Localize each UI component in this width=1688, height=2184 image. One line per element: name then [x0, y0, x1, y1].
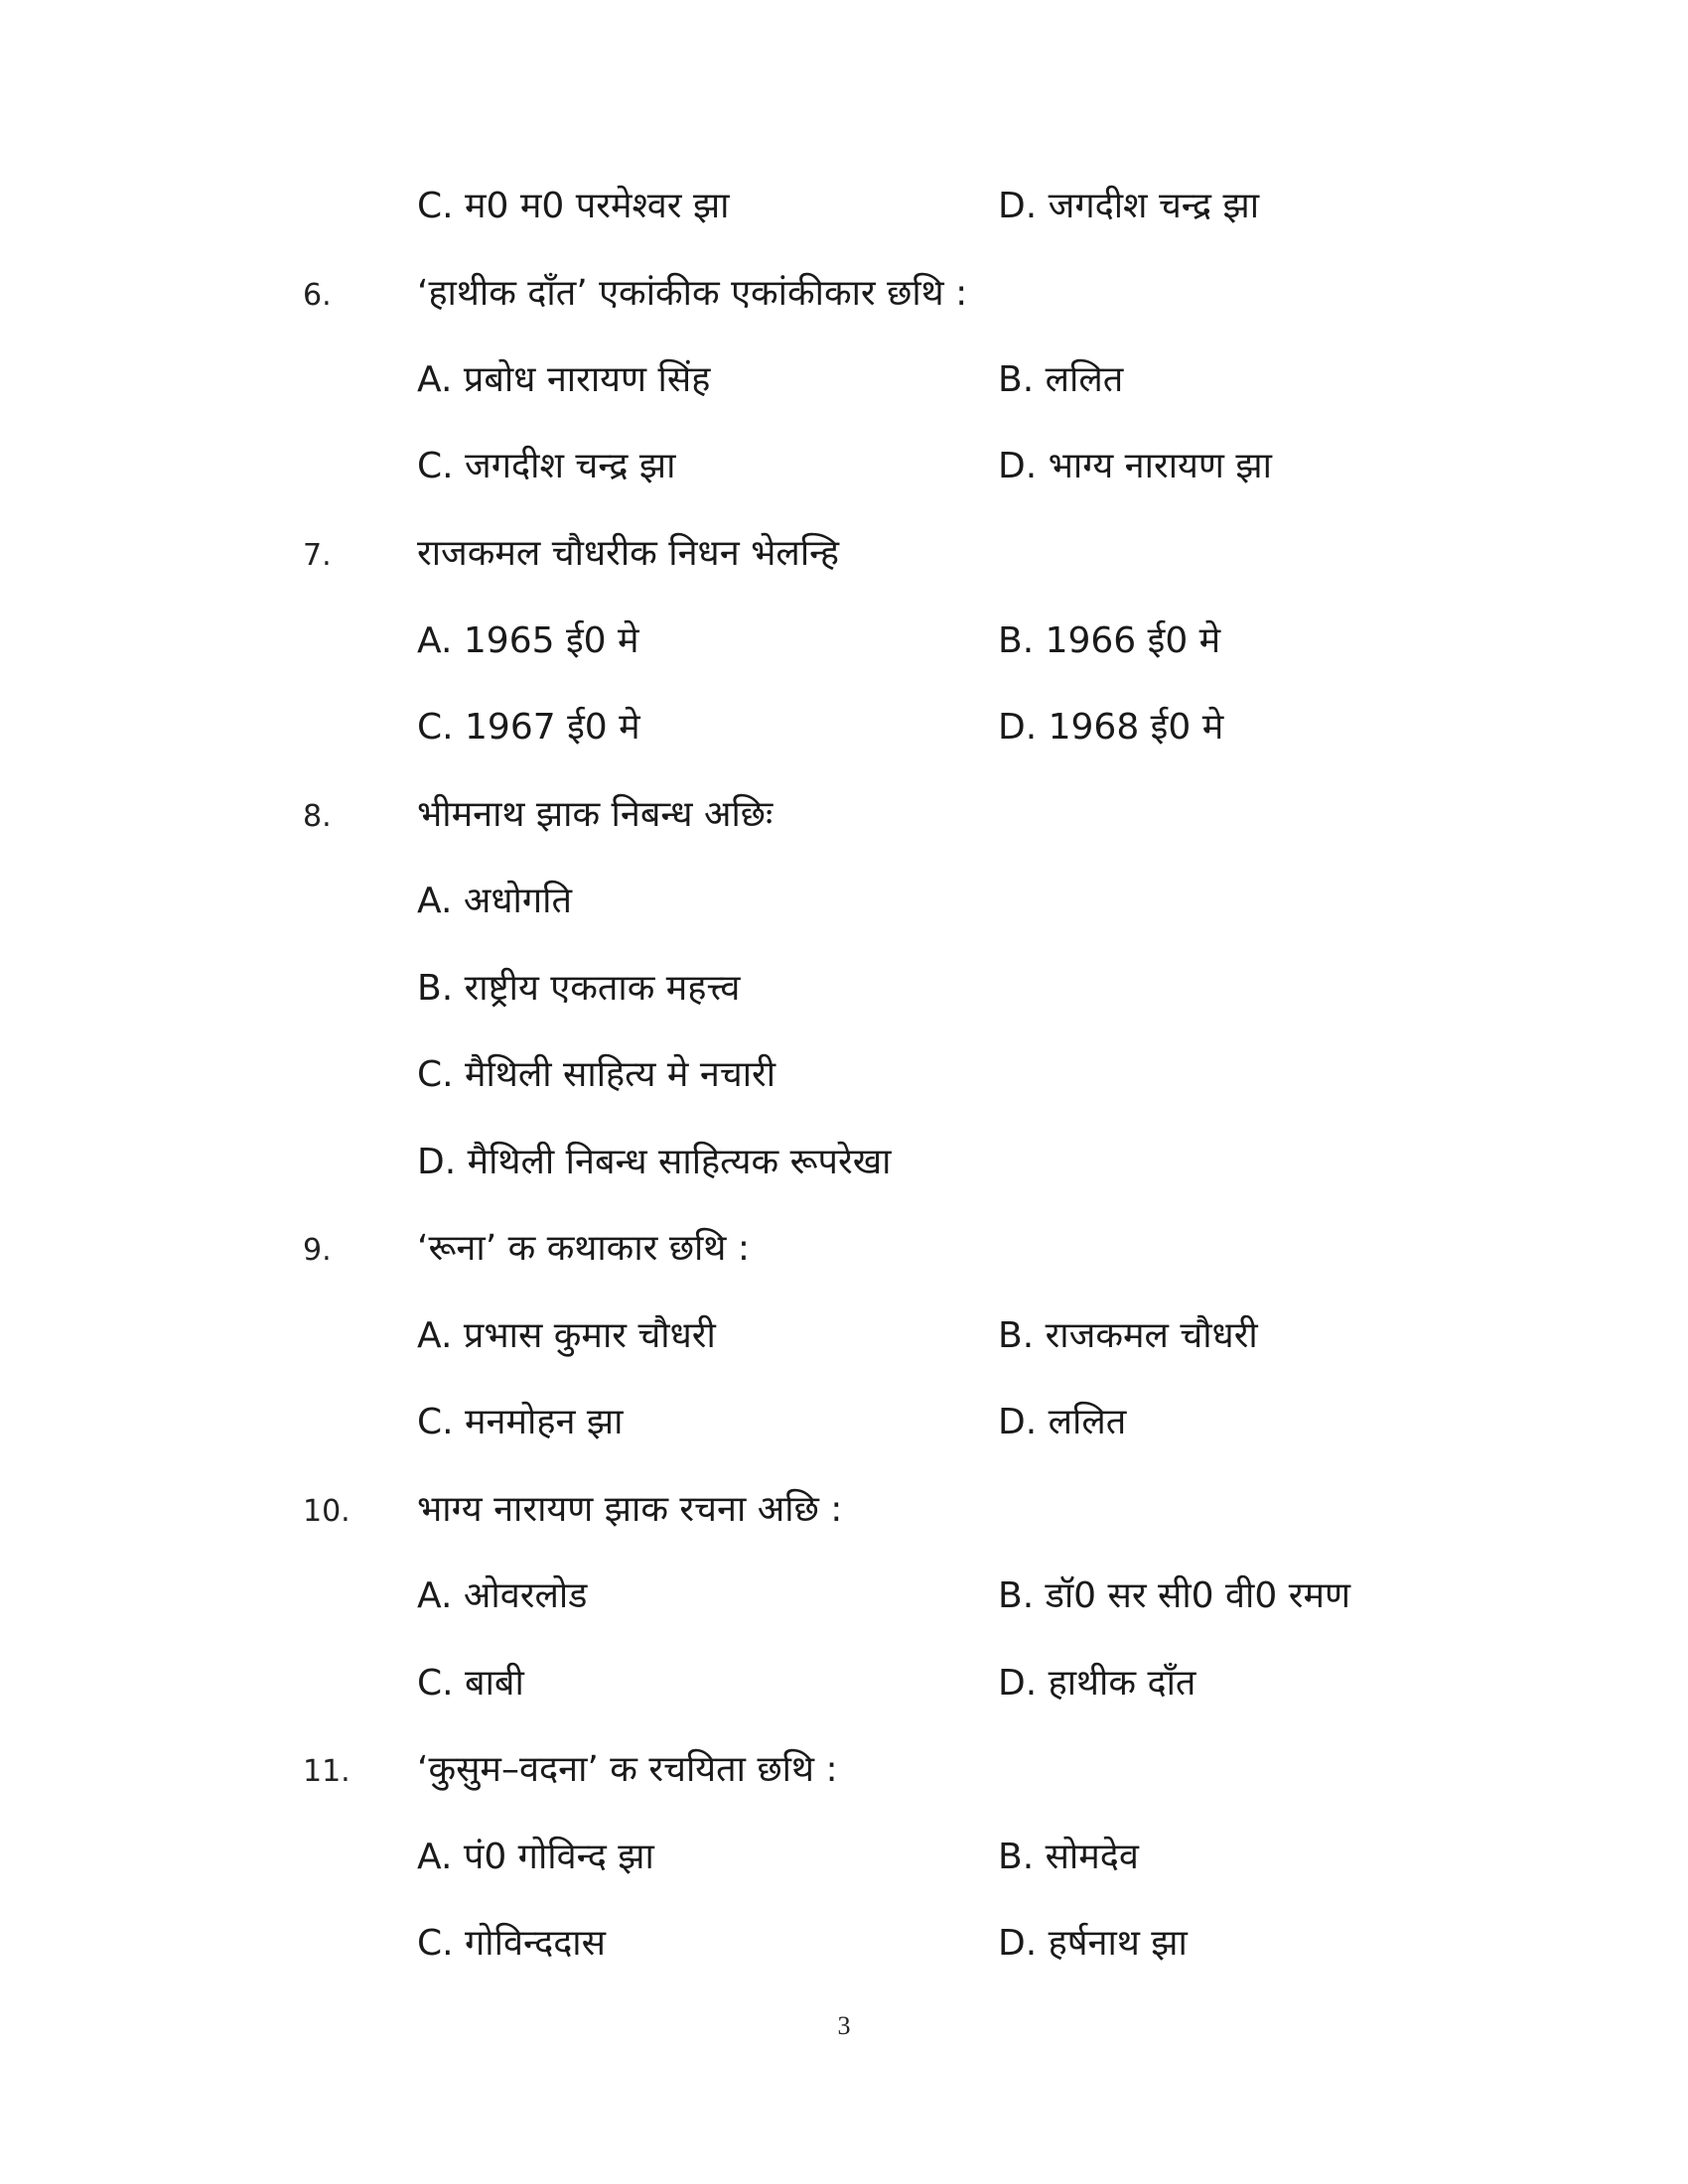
q7-option-b: B. 1966 ई0 मे — [998, 620, 1221, 661]
q8-option-a: A. अधोगति — [417, 881, 572, 921]
q5-option-d: D. जगदीश चन्द्र झा — [998, 186, 1260, 226]
page-number: 3 — [837, 2011, 851, 2040]
q9-option-d: D. ललित — [998, 1402, 1127, 1442]
q11-number: 11. — [303, 1754, 351, 1789]
q9-text: ‘रूना’ क कथाकार छथि : — [417, 1228, 750, 1269]
q7-option-c: C. 1967 ई0 मे — [417, 707, 640, 748]
q11-option-a: A. पं0 गोविन्द झा — [417, 1837, 654, 1877]
q9-option-a: A. प्रभास कुमार चौधरी — [417, 1315, 716, 1356]
q8-option-c: C. मैथिली साहित्य मे नचारी — [417, 1054, 776, 1095]
q9-number: 9. — [303, 1233, 332, 1268]
q7-option-a: A. 1965 ई0 मे — [417, 620, 639, 661]
q10-text: भाग्य नारायण झाक रचना अछि : — [417, 1489, 843, 1530]
q6-option-d: D. भाग्य नारायण झा — [998, 446, 1272, 486]
q6-option-c: C. जगदीश चन्द्र झा — [417, 446, 676, 486]
q9-option-b: B. राजकमल चौधरी — [998, 1315, 1258, 1356]
q7-option-d: D. 1968 ई0 मे — [998, 707, 1224, 748]
q8-number: 8. — [303, 799, 332, 834]
q7-number: 7. — [303, 538, 332, 573]
q10-number: 10. — [303, 1494, 351, 1529]
q6-option-a: A. प्रबोध नारायण सिंह — [417, 359, 711, 400]
q6-option-b: B. ललित — [998, 359, 1124, 400]
q11-option-d: D. हर्षनाथ झा — [998, 1923, 1188, 1964]
q10-option-c: C. बाबी — [417, 1663, 524, 1704]
q8-text: भीमनाथ झाक निबन्ध अछिः — [417, 794, 774, 835]
q11-option-c: C. गोविन्ददास — [417, 1923, 606, 1964]
q10-option-d: D. हाथीक दाँत — [998, 1663, 1196, 1704]
q6-number: 6. — [303, 278, 332, 313]
q8-option-d: D. मैथिली निबन्ध साहित्यक रूपरेखा — [417, 1142, 892, 1182]
q6-text: ‘हाथीक दाँत’ एकांकीक एकांकीकार छथि : — [417, 273, 968, 314]
q9-option-c: C. मनमोहन झा — [417, 1402, 624, 1442]
q10-option-a: A. ओवरलोड — [417, 1575, 588, 1616]
q7-text: राजकमल चौधरीक निधन भेलन्हि — [417, 533, 840, 574]
q11-text: ‘कुसुम–वदना’ क रचयिता छथि : — [417, 1749, 838, 1790]
q5-option-c: C. म0 म0 परमेश्वर झा — [417, 186, 730, 226]
q11-option-b: B. सोमदेव — [998, 1837, 1139, 1877]
q8-option-b: B. राष्ट्रीय एकताक महत्त्व — [417, 968, 741, 1009]
q10-option-b: B. डॉ0 सर सी0 वी0 रमण — [998, 1575, 1350, 1616]
